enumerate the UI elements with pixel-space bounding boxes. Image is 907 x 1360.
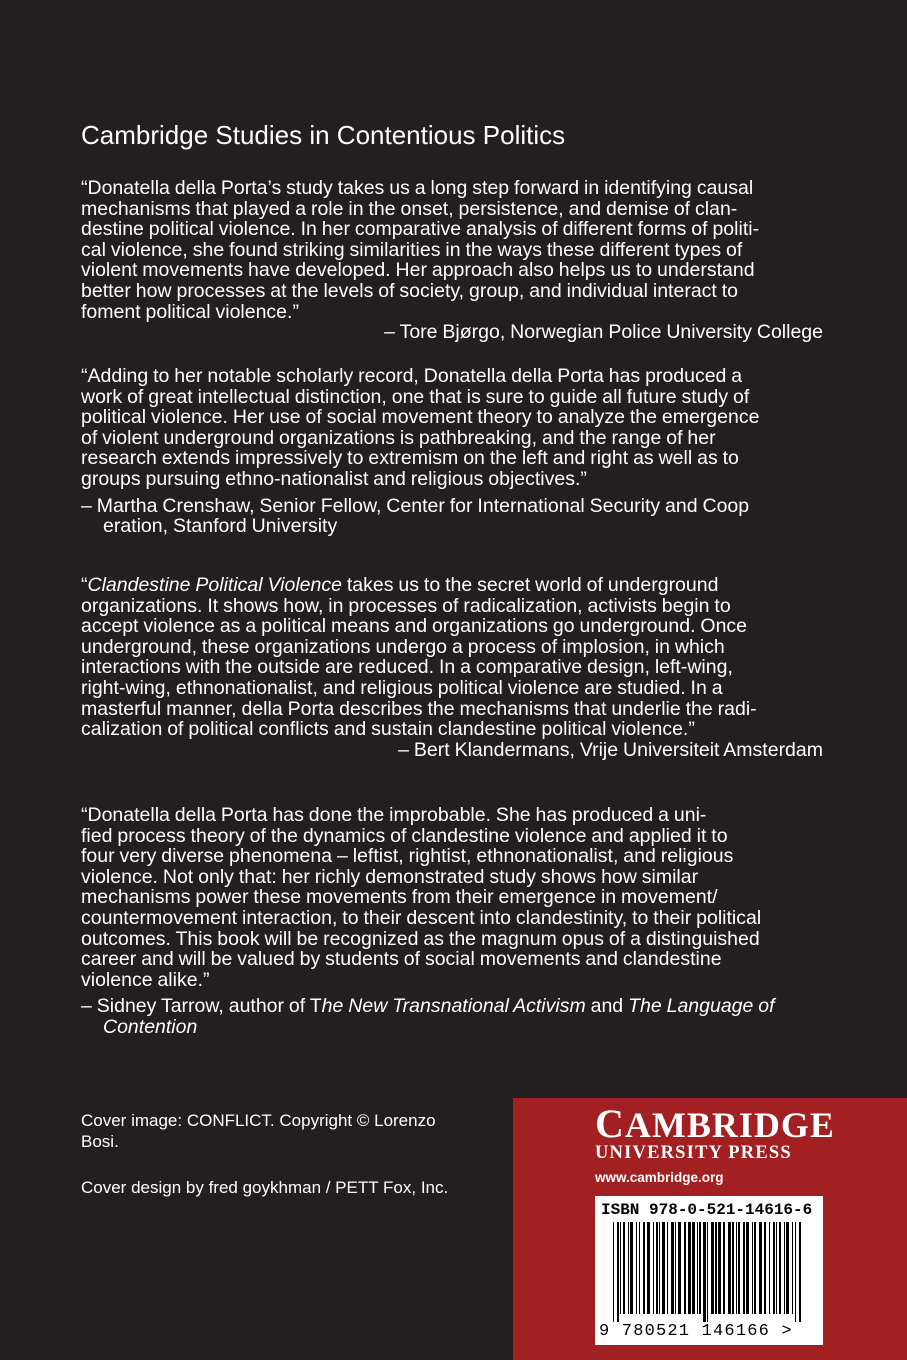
blurb-line: violence. Not only that: her richly demonstrated study shows how similar xyxy=(81,865,699,888)
blurb-line: masterful manner, della Porta describes the mechanisms that underlie the radi- xyxy=(81,697,757,720)
barcode-bar xyxy=(792,1222,793,1314)
barcode-bar xyxy=(759,1222,762,1314)
barcode-bar xyxy=(647,1222,650,1314)
barcode-bar xyxy=(684,1222,686,1314)
blurb-klandermans xyxy=(81,575,823,760)
barcode-bar xyxy=(636,1222,637,1314)
blurb-line: mechanisms power these movements from their emergence in movement/ xyxy=(81,886,718,909)
barcode-bar xyxy=(675,1222,676,1314)
blurb-line: accept violence as a political means and organizations go underground. Once xyxy=(81,615,748,638)
book-title: Contention xyxy=(103,1015,198,1038)
barcode-bar xyxy=(715,1222,717,1314)
blurb-line: right-wing, ethnonationalist, and religious political violence are studied. In a xyxy=(81,676,723,699)
barcode-bar xyxy=(620,1222,621,1314)
blurb-line: “Donatella della Porta has done the improbable. She has produced a uni- xyxy=(81,804,707,826)
blurb-bjorgo xyxy=(81,178,823,343)
blurb-line: cal violence, she found striking similarities in the ways these different types of xyxy=(81,238,743,261)
cover-design-credit: Cover design by fred goykhman / PETT Fox, Inc. xyxy=(81,1178,449,1197)
blurb-line: violent movements have developed. Her approach also helps us to understand xyxy=(81,259,755,282)
blurb-attribution: – Tore Bjørgo, Norwegian Police University College xyxy=(384,321,823,344)
first-line-rest: takes us to the secret world of underground xyxy=(341,574,719,596)
barcode-bar xyxy=(707,1222,708,1322)
attribution-line: eration, Stanford University xyxy=(103,515,338,538)
barcode-bar xyxy=(699,1222,701,1314)
barcode-bar xyxy=(728,1222,731,1314)
barcode-bar xyxy=(623,1222,625,1314)
publisher-press-text: UNIVERSITY PRESS xyxy=(595,1143,792,1163)
barcode-bar xyxy=(617,1222,619,1322)
barcode-bar xyxy=(662,1222,665,1314)
attribution-and: and xyxy=(585,995,629,1018)
barcode-bar xyxy=(738,1222,740,1314)
barcode-bar xyxy=(671,1222,674,1314)
blurb-attribution xyxy=(81,996,823,1037)
barcode-bar xyxy=(678,1222,681,1314)
publisher-logo-name: CAMBRIDGE xyxy=(595,1101,835,1146)
blurb-line: work of great intellectual distinction, one that is sure to guide all future study of xyxy=(81,385,750,408)
publisher-name-rest: AMBRIDGE xyxy=(624,1105,835,1145)
barcode xyxy=(595,1196,823,1345)
barcode-bar xyxy=(786,1222,789,1314)
barcode-bar xyxy=(799,1222,801,1322)
barcode-bar xyxy=(752,1222,753,1314)
blurb-line: of violent underground organizations is pathbreaking, and the range of her xyxy=(81,426,716,449)
barcode-bar xyxy=(667,1222,668,1314)
barcode-bar xyxy=(764,1222,766,1314)
barcode-bar xyxy=(732,1222,734,1314)
barcode-bar xyxy=(773,1222,775,1314)
barcode-bar xyxy=(697,1222,698,1314)
blurb-line: countermovement interaction, to their descent into clandestinity, to their political xyxy=(81,906,762,929)
barcode-bar xyxy=(613,1222,614,1322)
open-quote: “ xyxy=(81,574,88,596)
blurb-line: mechanisms that played a role in the onset, persistence, and demise of clan- xyxy=(81,197,738,220)
book-title: he New Transnational Activism xyxy=(321,995,586,1018)
barcode-bar xyxy=(643,1222,645,1314)
blurb-line: “Donatella della Porta’s study takes us a long step forward in identifying causal xyxy=(81,177,754,199)
cover-credits xyxy=(81,1110,448,1198)
barcode-bar xyxy=(703,1222,706,1322)
blurb-line: outcomes. This book will be recognized as the magnum opus of a distinguished xyxy=(81,927,760,950)
blurb-line: organizations. It shows how, in processes of radicalization, activists begin to xyxy=(81,594,731,617)
blurb-line: research extends impressively to extremism on the left and right as well as to xyxy=(81,447,739,470)
barcode-bar xyxy=(743,1222,745,1314)
blurb-line xyxy=(81,575,823,596)
blurb-line: underground, these organizations undergo a process of implosion, in which xyxy=(81,635,725,658)
book-title: The Language of xyxy=(628,995,775,1018)
blurb-attribution xyxy=(81,496,823,537)
barcode-bar xyxy=(736,1222,737,1314)
barcode-bar xyxy=(784,1222,785,1314)
attribution-line xyxy=(81,996,823,1017)
barcode-bar xyxy=(754,1222,756,1314)
publisher-url[interactable]: www.cambridge.org xyxy=(595,1170,724,1185)
blurb-tarrow xyxy=(81,805,823,1038)
barcode-bar xyxy=(656,1222,658,1314)
barcode-bar xyxy=(718,1222,721,1314)
barcode-bar xyxy=(779,1222,781,1314)
blurb-line: foment political violence.” xyxy=(81,300,299,323)
blurb-line: violence alike.” xyxy=(81,968,210,991)
barcode-bar xyxy=(769,1222,770,1314)
barcode-bar xyxy=(746,1222,749,1314)
blurb-line: interactions with the outside are reduced. In a comparative design, left-wing, xyxy=(81,656,733,679)
barcode-bar xyxy=(628,1222,629,1314)
barcode-bar xyxy=(659,1222,660,1314)
barcode-bar xyxy=(688,1222,691,1314)
series-title: Cambridge Studies in Contentious Politics xyxy=(81,120,566,150)
blurb-line: four very diverse phenomena – leftist, rightist, ethnonationalist, and religious xyxy=(81,845,734,868)
cover-image-credit: Bosi. xyxy=(81,1132,119,1151)
barcode-bars xyxy=(601,1222,817,1322)
cover-image-credit: Cover image: CONFLICT. Copyright © Lorenzo xyxy=(81,1111,436,1130)
blurb-line: career and will be valued by students of social movements and clandestine xyxy=(81,948,722,971)
blurb-line: fied process theory of the dynamics of clandestine violence and applied it to xyxy=(81,824,728,847)
blurb-crenshaw xyxy=(81,366,823,537)
blurb-line: better how processes at the levels of society, group, and individual interact to xyxy=(81,279,739,302)
blurb-line: groups pursuing ethno-nationalist and religious objectives.” xyxy=(81,467,587,490)
publisher-block xyxy=(513,1098,907,1360)
barcode-bar xyxy=(653,1222,654,1314)
barcode-bar xyxy=(630,1222,633,1314)
barcode-bar xyxy=(776,1222,777,1314)
barcode-bar xyxy=(711,1222,714,1314)
blurb-line: calization of political conflicts and sustain clandestine political violence.” xyxy=(81,718,695,741)
barcode-digits: 9 780521 146166 > xyxy=(599,1322,793,1341)
barcode-bar xyxy=(723,1222,725,1314)
barcode-bar xyxy=(692,1222,695,1314)
barcode-bar xyxy=(639,1222,640,1314)
blurb-line: destine political violence. In her comparative analysis of different forms of politi- xyxy=(81,218,760,241)
blurb-attribution: – Bert Klandermans, Vrije Universiteit Amsterdam xyxy=(398,738,823,761)
isbn-label: ISBN 978-0-521-14616-6 xyxy=(601,1201,813,1219)
attribution-line: – Martha Crenshaw, Senior Fellow, Center for International Security and Coop xyxy=(81,494,750,517)
blurb-line: “Adding to her notable scholarly record, Donatella della Porta has produced a xyxy=(81,365,743,387)
barcode-bar xyxy=(795,1222,796,1322)
attribution-line xyxy=(81,1017,823,1038)
book-title: Clandestine Political Violence xyxy=(87,574,342,596)
publisher-press xyxy=(595,1143,792,1164)
attribution-prefix: – Sidney Tarrow, author of T xyxy=(81,995,322,1018)
blurb-line: political violence. Her use of social movement theory to analyze the emergence xyxy=(81,406,760,429)
